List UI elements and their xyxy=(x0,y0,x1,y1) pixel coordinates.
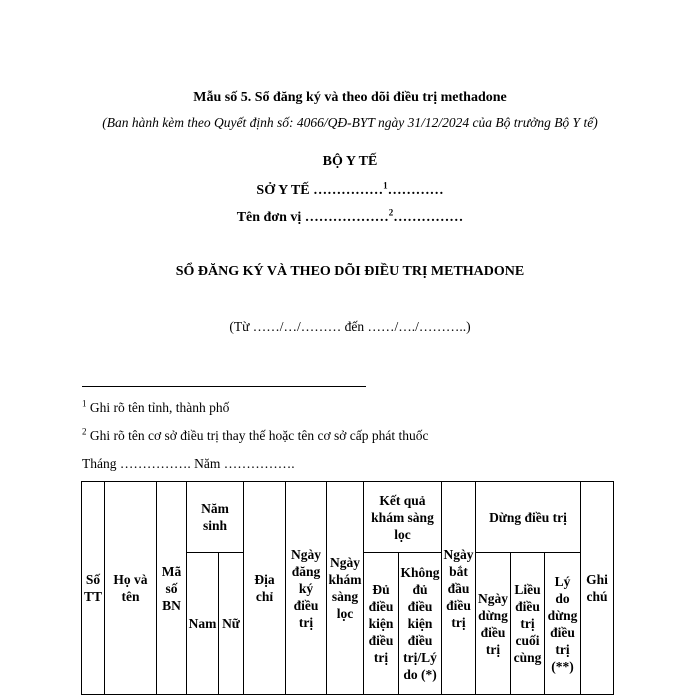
header-stt: Số TT xyxy=(82,482,105,695)
header-stop-date: Ngày dừng điều trị xyxy=(476,553,511,695)
department-line xyxy=(0,180,700,199)
unit-label: Tên đơn vị ……………… xyxy=(236,210,389,225)
unit-tail: …………… xyxy=(393,210,464,225)
header-register-date: Ngày đăng ký điều trị xyxy=(286,482,327,695)
footnote-2-text: Ghi rõ tên cơ sở điều trị thay thế hoặc tên cơ sở cấp phát thuốc xyxy=(89,428,429,443)
footnote-1-text: Ghi rõ tên tỉnh, thành phố xyxy=(89,400,230,415)
ministry-name: BỘ Y TẾ xyxy=(322,154,378,169)
month-year-line: Tháng ……………. Năm ……………. xyxy=(82,456,295,471)
footnote-1 xyxy=(82,400,229,416)
unit-line xyxy=(0,207,700,226)
header-eligible: Đủ điều kiện điều trị xyxy=(364,553,399,695)
period-line: (Từ ……/…/……… đến ……/…./………..) xyxy=(229,319,471,334)
header-male: Nam xyxy=(187,553,219,695)
footnote-2 xyxy=(82,428,428,444)
form-title: Mẫu số 5. Sổ đăng ký và theo dõi điều trị methadone xyxy=(193,90,507,105)
header-patient-code: Mã số BN xyxy=(157,482,187,695)
header-stop-reason: Lý do dừng điều trị (**) xyxy=(545,553,581,695)
header-screen-result: Kết quả khám sàng lọc xyxy=(364,482,442,553)
department-label: SỞ Y TẾ …………… xyxy=(256,183,384,198)
header-screen-date: Ngày khám sàng lọc xyxy=(327,482,364,695)
header-full-name: Họ và tên xyxy=(105,482,157,695)
department-footnote-mark: 1 xyxy=(383,180,388,191)
header-birth-year: Năm sinh xyxy=(187,482,244,553)
header-start-date: Ngày bắt đầu điều trị xyxy=(442,482,476,695)
header-stop-treatment: Dừng điều trị xyxy=(476,482,581,553)
footnote-1-mark: 1 xyxy=(82,398,87,409)
header-note: Ghi chú xyxy=(581,482,614,695)
footnote-2-mark: 2 xyxy=(82,426,87,437)
issued-note: (Ban hành kèm theo Quyết định số: 4066/QĐ-BYT ngày 31/12/2024 của Bộ trưởng Bộ Y tế) xyxy=(102,115,598,130)
department-tail: ………… xyxy=(387,183,444,198)
register-table xyxy=(81,481,614,695)
header-address: Địa chỉ xyxy=(244,482,286,695)
unit-footnote-mark: 2 xyxy=(388,207,394,218)
header-last-dose: Liều điều trị cuối cùng xyxy=(511,553,545,695)
footnote-divider xyxy=(82,386,366,387)
book-title: SỔ ĐĂNG KÝ VÀ THEO DÕI ĐIỀU TRỊ METHADONE xyxy=(175,264,525,279)
header-female: Nữ xyxy=(219,553,244,695)
header-not-eligible: Không đủ điều kiện điều trị/Lý do (*) xyxy=(399,553,442,695)
